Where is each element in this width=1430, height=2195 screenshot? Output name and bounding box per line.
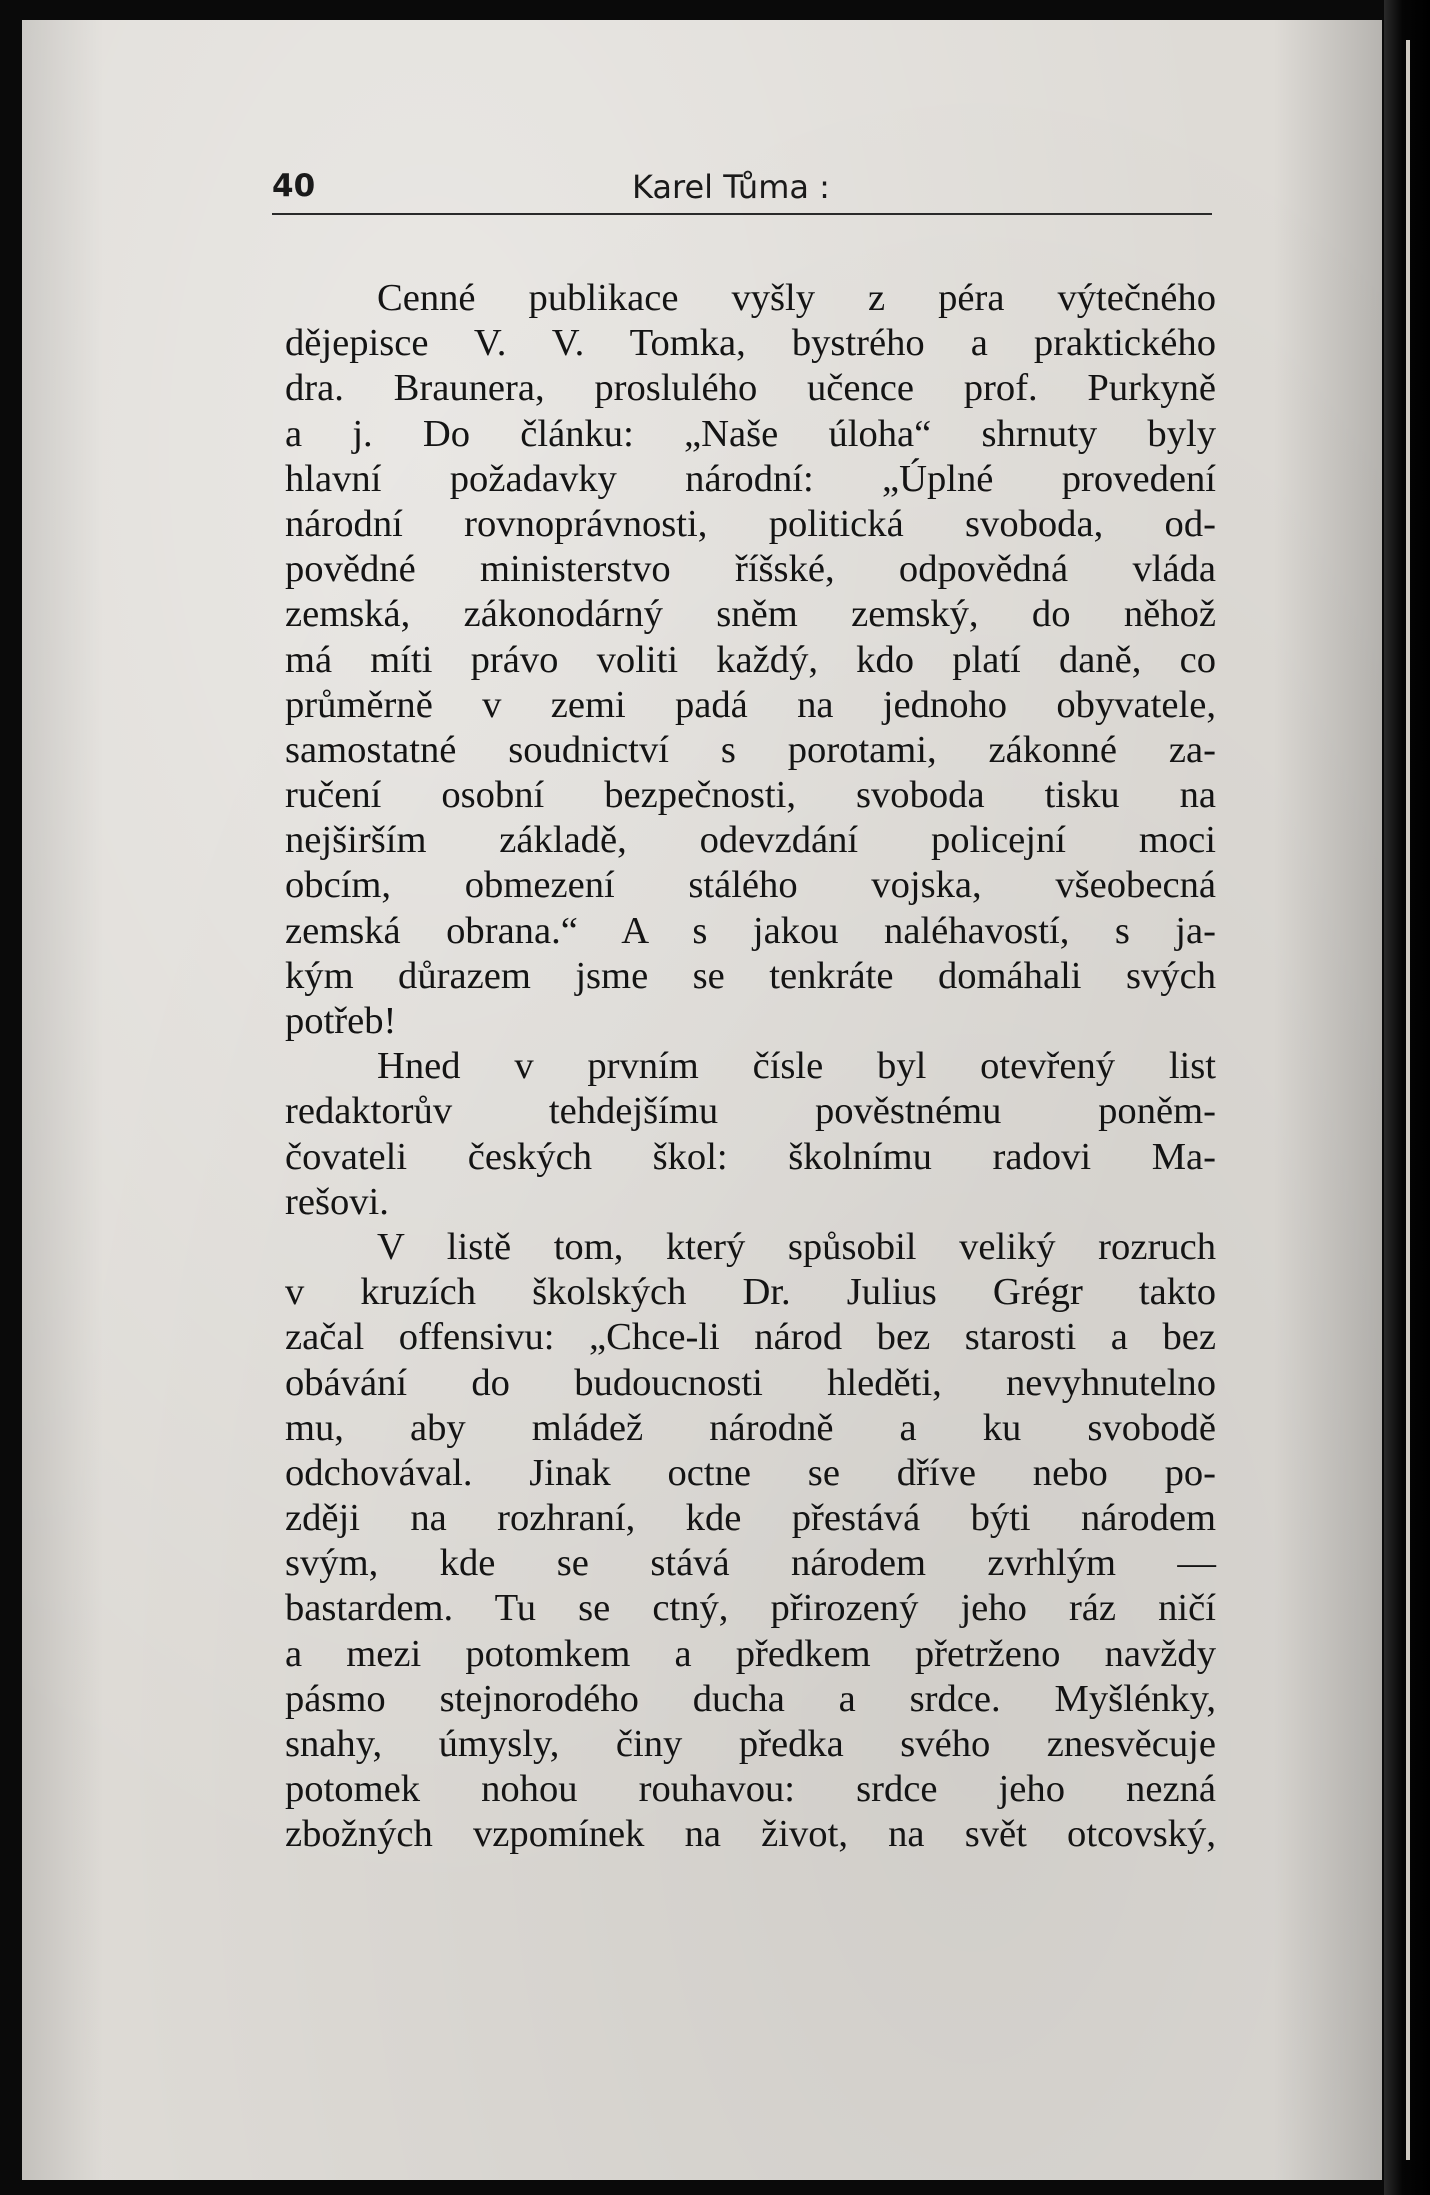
text-line: obávání do budoucnosti hleděti, nevyhnutelno: [285, 1361, 1216, 1404]
text-line: snahy, úmysly, činy předka svého znesvěcuje: [285, 1723, 1216, 1765]
header-rule: [272, 213, 1212, 215]
text-line: svým, kde se stává národem zvrhlým —: [285, 1542, 1216, 1585]
text-line: Cenné publikace vyšly z péra výtečného: [377, 277, 1216, 319]
text-line: ručení osobní bezpečnosti, svoboda tisku na: [285, 774, 1216, 817]
text-line: samostatné soudnictví s porotami, zákonné za-: [285, 728, 1216, 771]
text-line: a j. Do článku: „Naše úloha“ shrnuty byly: [285, 412, 1216, 455]
text-line: zemská, zákonodárný sněm zemský, do něhož: [285, 593, 1216, 636]
page-number: 40: [272, 168, 316, 204]
text-line: průměrně v zemi padá na jednoho obyvatele,: [285, 683, 1216, 726]
text-line: má míti právo voliti každý, kdo platí daně, co: [285, 638, 1216, 681]
text-line: V listě tom, který spůsobil veliký rozruch: [377, 1225, 1216, 1268]
text-line: Hned v prvním čísle byl otevřený list: [377, 1045, 1216, 1088]
text-line: bastardem. Tu se ctný, přirozený jeho ráz ničí: [285, 1587, 1216, 1630]
text-line: potřeb!: [285, 1000, 397, 1042]
text-line: zemská obrana.“ A s jakou naléhavostí, s ja-: [285, 909, 1216, 952]
text-line: rešovi.: [285, 1180, 389, 1223]
text-line: kým důrazem jsme se tenkráte domáhali svých: [285, 954, 1216, 997]
text-line: a mezi potomkem a předkem přetrženo navždy: [285, 1632, 1216, 1675]
text-line: mu, aby mládež národně a ku svobodě: [285, 1406, 1216, 1449]
text-line: v kruzích školských Dr. Julius Grégr takto: [285, 1271, 1216, 1314]
text-line: potomek nohou rouhavou: srdce jeho nezná: [285, 1768, 1216, 1811]
text-line: odchovával. Jinak octne se dříve nebo po-: [285, 1451, 1216, 1494]
text-line: čovateli českých škol: školnímu radovi Ma-: [285, 1135, 1216, 1178]
text-line: povědné ministerstvo říšské, odpovědná vláda: [285, 548, 1216, 591]
text-line: hlavní požadavky národní: „Úplné provedení: [285, 457, 1216, 500]
page-edge: [1406, 40, 1410, 2160]
running-head: [272, 168, 1212, 214]
body-text: [285, 276, 1216, 1858]
text-line: dějepisce V. V. Tomka, bystrého a praktického: [285, 322, 1216, 365]
text-line: redaktorův tehdejšímu pověstnému poněm-: [285, 1090, 1216, 1133]
text-line: obcím, obmezení stálého vojska, všeobecná: [285, 864, 1216, 907]
text-line: dra. Braunera, proslulého učence prof. Purkyně: [285, 367, 1216, 410]
text-line: nejširším základě, odevzdání policejní moci: [285, 819, 1216, 862]
text-line: začal offensivu: „Chce-li národ bez starosti a bez: [285, 1316, 1216, 1359]
text-line: zbožných vzpomínek na život, na svět otcovský,: [285, 1813, 1216, 1856]
text-line: pásmo stejnorodého ducha a srdce. Myšlénky,: [285, 1677, 1216, 1720]
text-line: zději na rozhraní, kde přestává býti národem: [285, 1497, 1216, 1540]
running-head-author: Karel Tůma :: [632, 168, 830, 206]
text-line: národní rovnoprávnosti, politická svoboda, od-: [285, 502, 1216, 545]
